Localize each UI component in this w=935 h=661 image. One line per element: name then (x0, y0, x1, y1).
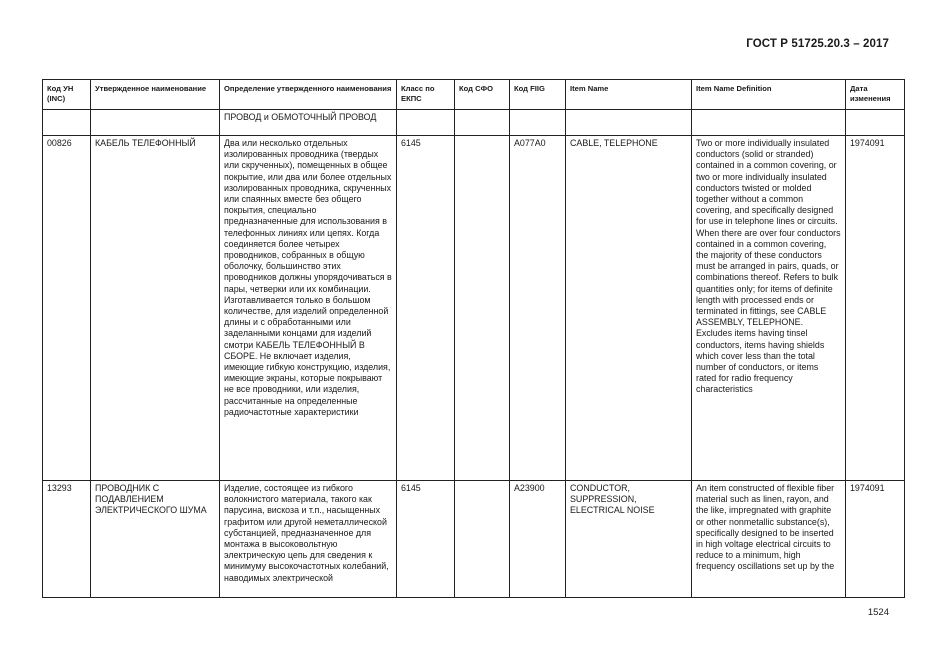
column-header-item-definition: Item Name Definition (692, 80, 846, 110)
cell-sfo (455, 481, 510, 598)
cell-sfo (455, 136, 510, 481)
column-header-date: Дата изменения (846, 80, 905, 110)
cell-definition: Изделие, состоящее из гибкого волокнистого материала, такого как парусина, вискоза и т.п., насыщенных графитом или другой неметаллической субстанцией, предназначенное для монтажа в высоковольтную электрическую цепь для сведения к минимуму высокочастотных колебаний, наводимых электрической (220, 481, 397, 598)
cell-name (91, 110, 220, 136)
column-header-fiig: Код FIIG (510, 80, 566, 110)
table-row (43, 136, 905, 481)
cell-definition: Два или несколько отдельных изолированных проводника (твердых или скрученных), помещенных в общее покрытие, или два или более отдельных изолированных проводника, скрученных или спаянных вместе без общего покрытия, специально предназначенные для использования в телефонных линиях или цепях. Когда соединяется более четырех проводников, собранных в общую оболочку, большинство этих проводников должны упорядочиваться в пары, четверки или их комбинации. Изготавливается только в большом количестве, для изделий определенной длины и с обработанными или заделанными концами для изделий смотри КАБЕЛЬ ТЕЛЕФОННЫЙ В СБОРЕ. Не включает изделия, имеющие гибкую конструкцию, изделия, имеющие экраны, которые покрывают не все проводники, или изделия, рассчитанные на определенные радиочастотные характеристики (220, 136, 397, 481)
cell-ekps: 6145 (397, 481, 455, 598)
table-row-continuation (43, 110, 905, 136)
cell-name: КАБЕЛЬ ТЕЛЕФОННЫЙ (91, 136, 220, 481)
nomenclature-table (42, 79, 905, 598)
cell-date (846, 110, 905, 136)
cell-item-definition: An item constructed of flexible fiber material such as linen, rayon, and the like, impregnated with graphite or other nonmetallic substance(s), specifically designed to be inserted in high voltage electrical circuits to reduce to a minimum, high frequency oscillations set up by the (692, 481, 846, 598)
table-row (43, 481, 905, 598)
cell-inc: 13293 (43, 481, 91, 598)
cell-inc (43, 110, 91, 136)
cell-item-name: CONDUCTOR, SUPPRESSION, ELECTRICAL NOISE (566, 481, 692, 598)
cell-item-name (566, 110, 692, 136)
cell-date: 1974091 (846, 136, 905, 481)
cell-ekps (397, 110, 455, 136)
column-header-ekps: Класс по ЕКПС (397, 80, 455, 110)
cell-item-definition (692, 110, 846, 136)
column-header-sfo: Код СФО (455, 80, 510, 110)
cell-item-definition: Two or more individually insulated conductors (solid or stranded) contained in a common covering, or two or more individually insulated conductors twisted or molded together without a common covering, and specifically designed for use in telephone lines or circuits. When there are over four conductors contained in a common covering, the majority of these conductors must be arranged in pairs, quads, or combinations thereof. Refers to bulk quantities only; for items of definite length with processed ends or terminated in fittings, see CABLE ASSEMBLY, TELEPHONE. Excludes items having tinsel conductors, items having shields which cover less than the total number of conductors, or items rated for radio frequency characteristics (692, 136, 846, 481)
cell-definition: ПРОВОД и ОБМОТОЧНЫЙ ПРОВОД (220, 110, 397, 136)
column-header-item-name: Item Name (566, 80, 692, 110)
column-header-name: Утвержденное наименование (91, 80, 220, 110)
cell-date: 1974091 (846, 481, 905, 598)
cell-name: ПРОВОДНИК С ПОДАВЛЕНИЕМ ЭЛЕКТРИЧЕСКОГО ШУМА (91, 481, 220, 598)
cell-item-name: CABLE, TELEPHONE (566, 136, 692, 481)
column-header-definition: Определение утвержденного наименования (220, 80, 397, 110)
cell-fiig: A077A0 (510, 136, 566, 481)
table-header-row (43, 80, 905, 110)
document-header: ГОСТ Р 51725.20.3 – 2017 (746, 38, 889, 50)
cell-fiig: A23900 (510, 481, 566, 598)
cell-sfo (455, 110, 510, 136)
cell-inc: 00826 (43, 136, 91, 481)
cell-ekps: 6145 (397, 136, 455, 481)
page-number: 1524 (867, 607, 889, 618)
column-header-inc: Код УН (INC) (43, 80, 91, 110)
cell-fiig (510, 110, 566, 136)
